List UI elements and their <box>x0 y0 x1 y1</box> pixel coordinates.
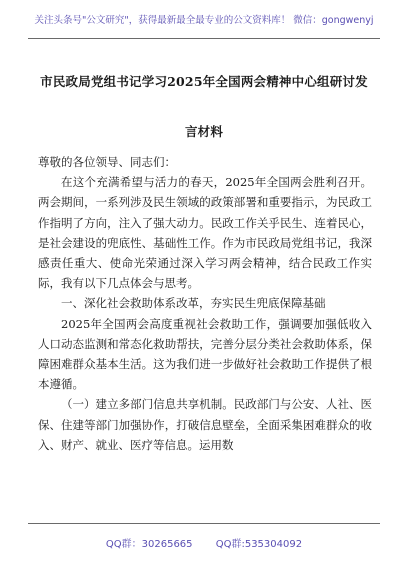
footer-banner <box>0 535 408 550</box>
paragraph: 在这个充满希望与活力的春天，2025年全国两会胜利召开。两会期间，一系列涉及民生领域的政策部署和重要指示，为民政工作指明了方向，注入了强大动力。民政工作关乎民生、连着民心，是社会建设的兜底性、基础性工作。作为市民政局党组书记，我深感责任重大、使命光荣通过深入学习两会精神，结合民政工作实际，我有以下几点体会与思考。 <box>38 175 372 291</box>
document-title-line2: 言材料 <box>184 124 224 139</box>
header-banner: 关注头条号"公文研究"，获得最新最全最专业的公文资料库！ 微信：gongwenyj <box>34 15 374 26</box>
salutation: 尊敬的各位领导、同志们： <box>38 155 176 169</box>
paragraph: （一）建立多部门信息共享机制。民政部门与公安、人社、医保、住建等部门加强协作，打破信息壁垒，全面采集困难群众的收入、财产、就业、医疗等信息。运用数 <box>38 397 372 452</box>
document-title-line1: 市民政局党组书记学习2025年全国两会精神中心组研讨发 <box>40 74 368 89</box>
section-heading: 一、深化社会救助体系改革，夯实民生兜底保障基础 <box>61 296 326 311</box>
header-divider <box>28 38 380 39</box>
footer-divider <box>28 523 380 524</box>
footer-qq-group-1: QQ群：30265665 <box>105 539 193 550</box>
footer-qq-group-2: QQ群:535304092 <box>215 539 303 550</box>
document-body <box>38 152 372 455</box>
paragraph: 2025年全国两会高度重视社会救助工作，强调要加强低收入人口动态监测和常态化救助帮扶，完善分层分类社会救助体系，保障困难群众基本生活。这为我们进一步做好社会救助工作提供了根本遵循。 <box>38 316 372 392</box>
